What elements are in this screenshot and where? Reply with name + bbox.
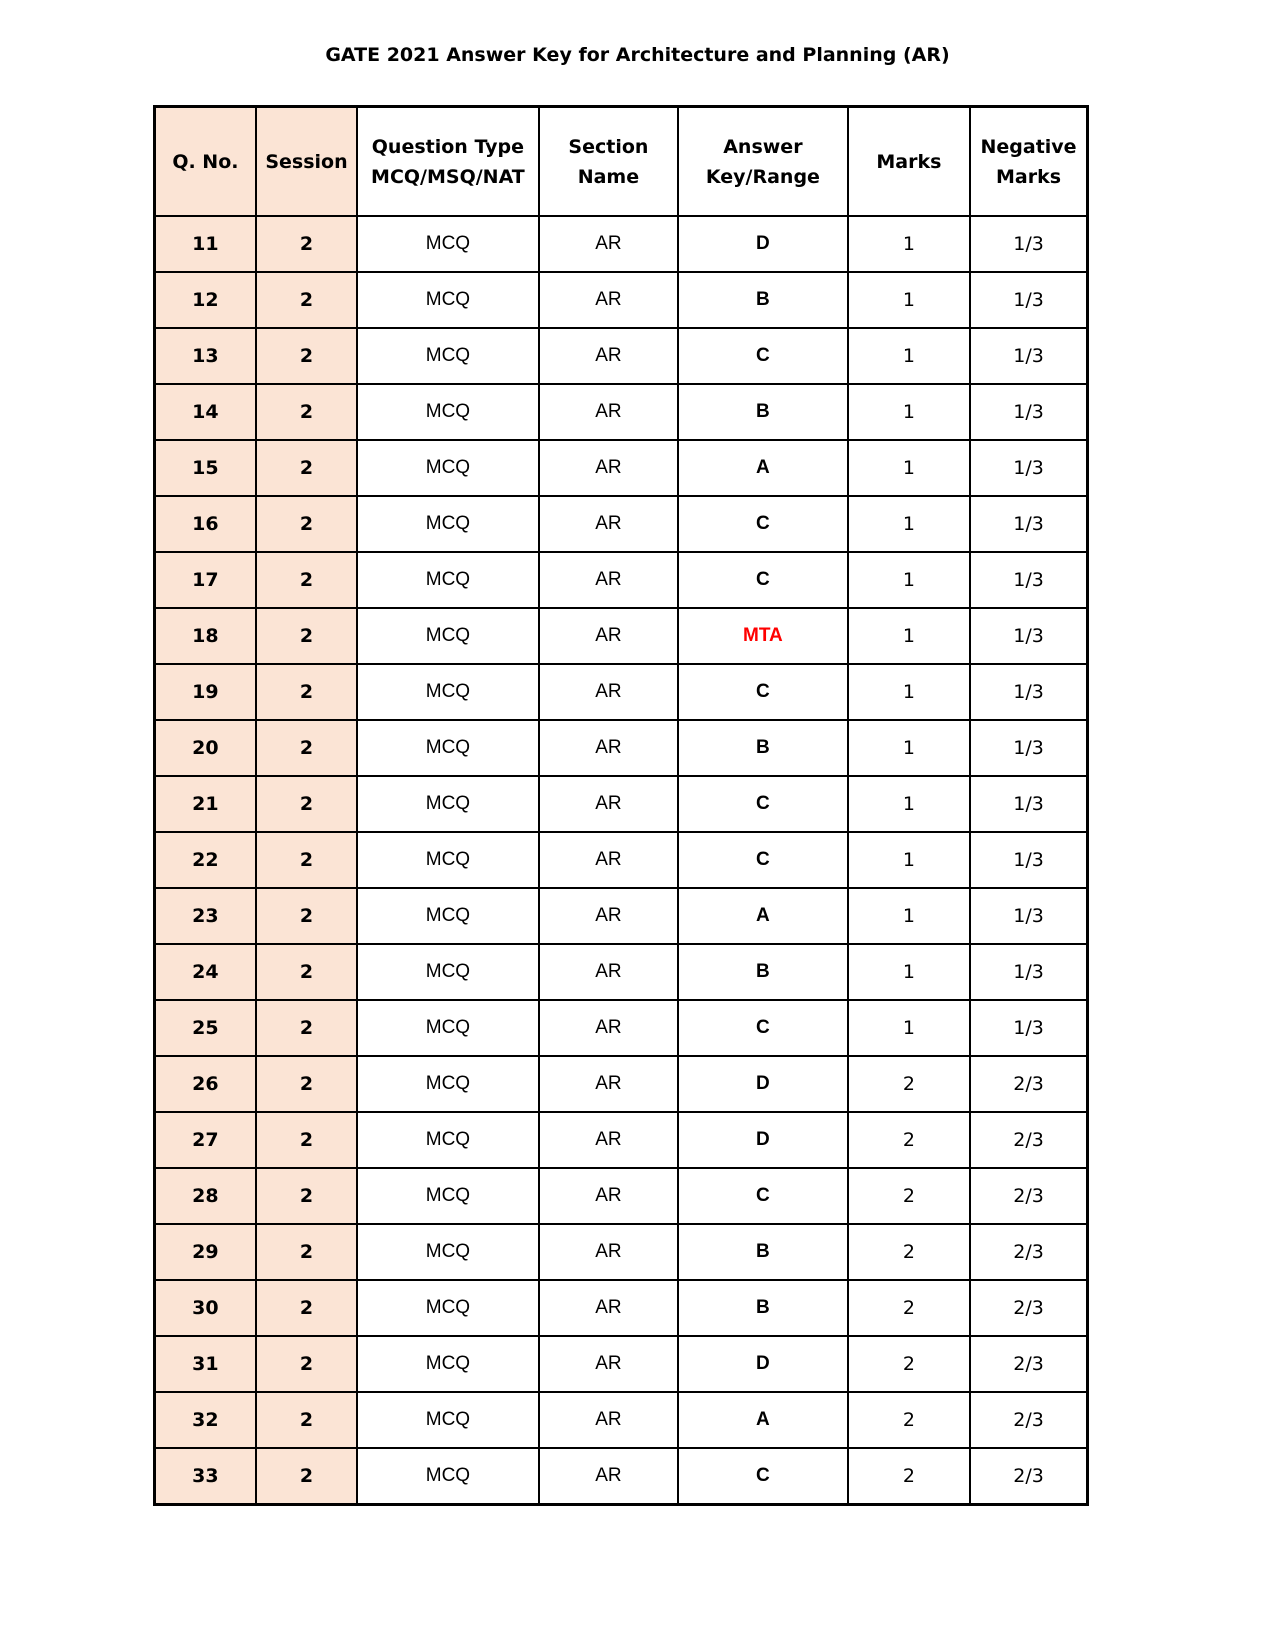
answer-key-cell: C <box>678 776 848 832</box>
marks-cell: 1 <box>848 272 970 328</box>
section-name-cell: AR <box>539 1224 678 1280</box>
session-cell: 2 <box>256 496 357 552</box>
question-type-cell: MCQ <box>357 888 539 944</box>
answer-key-cell: C <box>678 832 848 888</box>
section-name-cell: AR <box>539 440 678 496</box>
qno-cell: 24 <box>155 944 256 1000</box>
marks-cell: 1 <box>848 944 970 1000</box>
table-row <box>155 776 1088 832</box>
negative-marks-cell: 1/3 <box>970 552 1087 608</box>
negative-marks-cell: 1/3 <box>970 328 1087 384</box>
marks-cell: 1 <box>848 776 970 832</box>
page-title: GATE 2021 Answer Key for Architecture and Planning (AR) <box>325 44 950 66</box>
marks-cell: 2 <box>848 1280 970 1336</box>
negative-marks-cell: 1/3 <box>970 832 1087 888</box>
header-negative-marks <box>970 107 1087 217</box>
answer-key-cell: C <box>678 664 848 720</box>
answer-rows <box>155 216 1088 1505</box>
table-row <box>155 664 1088 720</box>
session-cell: 2 <box>256 272 357 328</box>
section-name-cell: AR <box>539 328 678 384</box>
qno-cell: 32 <box>155 1392 256 1448</box>
negative-marks-cell: 2/3 <box>970 1112 1087 1168</box>
session-cell: 2 <box>256 888 357 944</box>
qno-cell: 22 <box>155 832 256 888</box>
session-cell: 2 <box>256 552 357 608</box>
table-row <box>155 944 1088 1000</box>
qno-cell: 33 <box>155 1448 256 1505</box>
section-name-cell: AR <box>539 1280 678 1336</box>
qno-cell: 17 <box>155 552 256 608</box>
negative-marks-cell: 1/3 <box>970 272 1087 328</box>
header-marks: Marks <box>848 107 970 217</box>
section-name-cell: AR <box>539 384 678 440</box>
session-cell: 2 <box>256 1000 357 1056</box>
section-name-cell: AR <box>539 720 678 776</box>
answer-key-cell: C <box>678 552 848 608</box>
qno-cell: 28 <box>155 1168 256 1224</box>
table-row <box>155 888 1088 944</box>
qno-cell: 19 <box>155 664 256 720</box>
section-name-cell: AR <box>539 1392 678 1448</box>
negative-marks-cell: 1/3 <box>970 888 1087 944</box>
header-section-name <box>539 107 678 217</box>
negative-marks-cell: 1/3 <box>970 440 1087 496</box>
question-type-cell: MCQ <box>357 608 539 664</box>
question-type-cell: MCQ <box>357 272 539 328</box>
table-row <box>155 1056 1088 1112</box>
question-type-cell: MCQ <box>357 496 539 552</box>
answer-key-cell: C <box>678 496 848 552</box>
section-name-cell: AR <box>539 1000 678 1056</box>
header-answer-key <box>678 107 848 217</box>
question-type-cell: MCQ <box>357 664 539 720</box>
negative-marks-cell: 2/3 <box>970 1448 1087 1505</box>
session-cell: 2 <box>256 1168 357 1224</box>
table-row <box>155 272 1088 328</box>
section-name-cell: AR <box>539 496 678 552</box>
section-name-cell: AR <box>539 1112 678 1168</box>
question-type-cell: MCQ <box>357 1392 539 1448</box>
header-question-type-line1: Question Type <box>371 135 525 158</box>
section-name-cell: AR <box>539 608 678 664</box>
header-question-type-line2: MCQ/MSQ/NAT <box>371 165 525 188</box>
qno-cell: 20 <box>155 720 256 776</box>
question-type-cell: MCQ <box>357 384 539 440</box>
answer-key-cell: A <box>678 1392 848 1448</box>
marks-cell: 2 <box>848 1168 970 1224</box>
negative-marks-cell: 1/3 <box>970 664 1087 720</box>
qno-cell: 29 <box>155 1224 256 1280</box>
header-answer-key-line1: Answer <box>723 135 803 158</box>
qno-cell: 21 <box>155 776 256 832</box>
table-row <box>155 1280 1088 1336</box>
qno-cell: 26 <box>155 1056 256 1112</box>
session-cell: 2 <box>256 1392 357 1448</box>
header-negative-marks-line2: Marks <box>996 165 1062 188</box>
table-row <box>155 216 1088 272</box>
header-row <box>155 107 1088 217</box>
table-row <box>155 384 1088 440</box>
table-row <box>155 832 1088 888</box>
negative-marks-cell: 2/3 <box>970 1280 1087 1336</box>
question-type-cell: MCQ <box>357 1224 539 1280</box>
negative-marks-cell: 2/3 <box>970 1056 1087 1112</box>
negative-marks-cell: 2/3 <box>970 1336 1087 1392</box>
question-type-cell: MCQ <box>357 1336 539 1392</box>
answer-key-cell: D <box>678 1336 848 1392</box>
negative-marks-cell: 1/3 <box>970 608 1087 664</box>
question-type-cell: MCQ <box>357 216 539 272</box>
section-name-cell: AR <box>539 1448 678 1505</box>
header-qno: Q. No. <box>155 107 256 217</box>
section-name-cell: AR <box>539 1336 678 1392</box>
header-session: Session <box>256 107 357 217</box>
question-type-cell: MCQ <box>357 328 539 384</box>
session-cell: 2 <box>256 1336 357 1392</box>
question-type-cell: MCQ <box>357 552 539 608</box>
negative-marks-cell: 2/3 <box>970 1168 1087 1224</box>
question-type-cell: MCQ <box>357 1448 539 1505</box>
negative-marks-cell: 2/3 <box>970 1224 1087 1280</box>
table-row <box>155 720 1088 776</box>
marks-cell: 2 <box>848 1392 970 1448</box>
answer-key-cell: B <box>678 1224 848 1280</box>
marks-cell: 1 <box>848 888 970 944</box>
table-row <box>155 1392 1088 1448</box>
marks-cell: 1 <box>848 384 970 440</box>
section-name-cell: AR <box>539 1056 678 1112</box>
marks-cell: 2 <box>848 1336 970 1392</box>
session-cell: 2 <box>256 1056 357 1112</box>
marks-cell: 1 <box>848 608 970 664</box>
marks-cell: 1 <box>848 552 970 608</box>
table-row <box>155 496 1088 552</box>
marks-cell: 1 <box>848 328 970 384</box>
session-cell: 2 <box>256 832 357 888</box>
session-cell: 2 <box>256 1448 357 1505</box>
session-cell: 2 <box>256 720 357 776</box>
marks-cell: 1 <box>848 216 970 272</box>
qno-cell: 18 <box>155 608 256 664</box>
table-row <box>155 552 1088 608</box>
answer-key-cell: D <box>678 1112 848 1168</box>
answer-key-cell: B <box>678 384 848 440</box>
marks-cell: 2 <box>848 1224 970 1280</box>
answer-key-cell: B <box>678 1280 848 1336</box>
qno-cell: 31 <box>155 1336 256 1392</box>
qno-cell: 25 <box>155 1000 256 1056</box>
header-section-name-line1: Section <box>568 135 649 158</box>
question-type-cell: MCQ <box>357 1280 539 1336</box>
section-name-cell: AR <box>539 944 678 1000</box>
question-type-cell: MCQ <box>357 440 539 496</box>
question-type-cell: MCQ <box>357 1168 539 1224</box>
answer-key-cell: B <box>678 272 848 328</box>
answer-key-cell: C <box>678 1168 848 1224</box>
qno-cell: 12 <box>155 272 256 328</box>
section-name-cell: AR <box>539 216 678 272</box>
marks-cell: 2 <box>848 1448 970 1505</box>
marks-cell: 1 <box>848 664 970 720</box>
answer-key-cell: D <box>678 216 848 272</box>
qno-cell: 30 <box>155 1280 256 1336</box>
marks-cell: 1 <box>848 496 970 552</box>
negative-marks-cell: 1/3 <box>970 944 1087 1000</box>
section-name-cell: AR <box>539 552 678 608</box>
marks-cell: 1 <box>848 832 970 888</box>
qno-cell: 23 <box>155 888 256 944</box>
answer-key-cell: C <box>678 328 848 384</box>
question-type-cell: MCQ <box>357 1112 539 1168</box>
answer-key-cell: A <box>678 888 848 944</box>
session-cell: 2 <box>256 664 357 720</box>
header-section-name-line2: Name <box>577 165 640 188</box>
section-name-cell: AR <box>539 272 678 328</box>
session-cell: 2 <box>256 1224 357 1280</box>
session-cell: 2 <box>256 608 357 664</box>
question-type-cell: MCQ <box>357 1000 539 1056</box>
header-answer-key-line2: Key/Range <box>705 165 820 188</box>
section-name-cell: AR <box>539 664 678 720</box>
qno-cell: 13 <box>155 328 256 384</box>
table-row <box>155 328 1088 384</box>
table-row <box>155 1000 1088 1056</box>
question-type-cell: MCQ <box>357 720 539 776</box>
negative-marks-cell: 1/3 <box>970 720 1087 776</box>
qno-cell: 11 <box>155 216 256 272</box>
session-cell: 2 <box>256 384 357 440</box>
question-type-cell: MCQ <box>357 944 539 1000</box>
question-type-cell: MCQ <box>357 832 539 888</box>
marks-cell: 2 <box>848 1056 970 1112</box>
answer-key-cell: A <box>678 440 848 496</box>
marks-cell: 2 <box>848 1112 970 1168</box>
marks-cell: 1 <box>848 1000 970 1056</box>
answer-key-cell: C <box>678 1448 848 1505</box>
section-name-cell: AR <box>539 776 678 832</box>
negative-marks-cell: 1/3 <box>970 384 1087 440</box>
qno-cell: 27 <box>155 1112 256 1168</box>
negative-marks-cell: 2/3 <box>970 1392 1087 1448</box>
marks-cell: 1 <box>848 720 970 776</box>
header-question-type <box>357 107 539 217</box>
answer-key-cell: MTA <box>678 608 848 664</box>
answer-key-cell: B <box>678 944 848 1000</box>
question-type-cell: MCQ <box>357 776 539 832</box>
negative-marks-cell: 1/3 <box>970 1000 1087 1056</box>
qno-cell: 14 <box>155 384 256 440</box>
table-row <box>155 1224 1088 1280</box>
session-cell: 2 <box>256 1112 357 1168</box>
answer-key-table <box>153 105 1089 1506</box>
session-cell: 2 <box>256 216 357 272</box>
negative-marks-cell: 1/3 <box>970 496 1087 552</box>
session-cell: 2 <box>256 440 357 496</box>
section-name-cell: AR <box>539 888 678 944</box>
qno-cell: 15 <box>155 440 256 496</box>
table-row <box>155 1448 1088 1505</box>
section-name-cell: AR <box>539 1168 678 1224</box>
session-cell: 2 <box>256 1280 357 1336</box>
session-cell: 2 <box>256 328 357 384</box>
negative-marks-cell: 1/3 <box>970 776 1087 832</box>
marks-cell: 1 <box>848 440 970 496</box>
answer-key-cell: C <box>678 1000 848 1056</box>
table-row <box>155 440 1088 496</box>
table-row <box>155 608 1088 664</box>
table-row <box>155 1168 1088 1224</box>
question-type-cell: MCQ <box>357 1056 539 1112</box>
session-cell: 2 <box>256 776 357 832</box>
qno-cell: 16 <box>155 496 256 552</box>
answer-key-cell: B <box>678 720 848 776</box>
answer-key-cell: D <box>678 1056 848 1112</box>
negative-marks-cell: 1/3 <box>970 216 1087 272</box>
section-name-cell: AR <box>539 832 678 888</box>
table-row <box>155 1336 1088 1392</box>
session-cell: 2 <box>256 944 357 1000</box>
table-row <box>155 1112 1088 1168</box>
header-negative-marks-line1: Negative <box>980 135 1077 158</box>
